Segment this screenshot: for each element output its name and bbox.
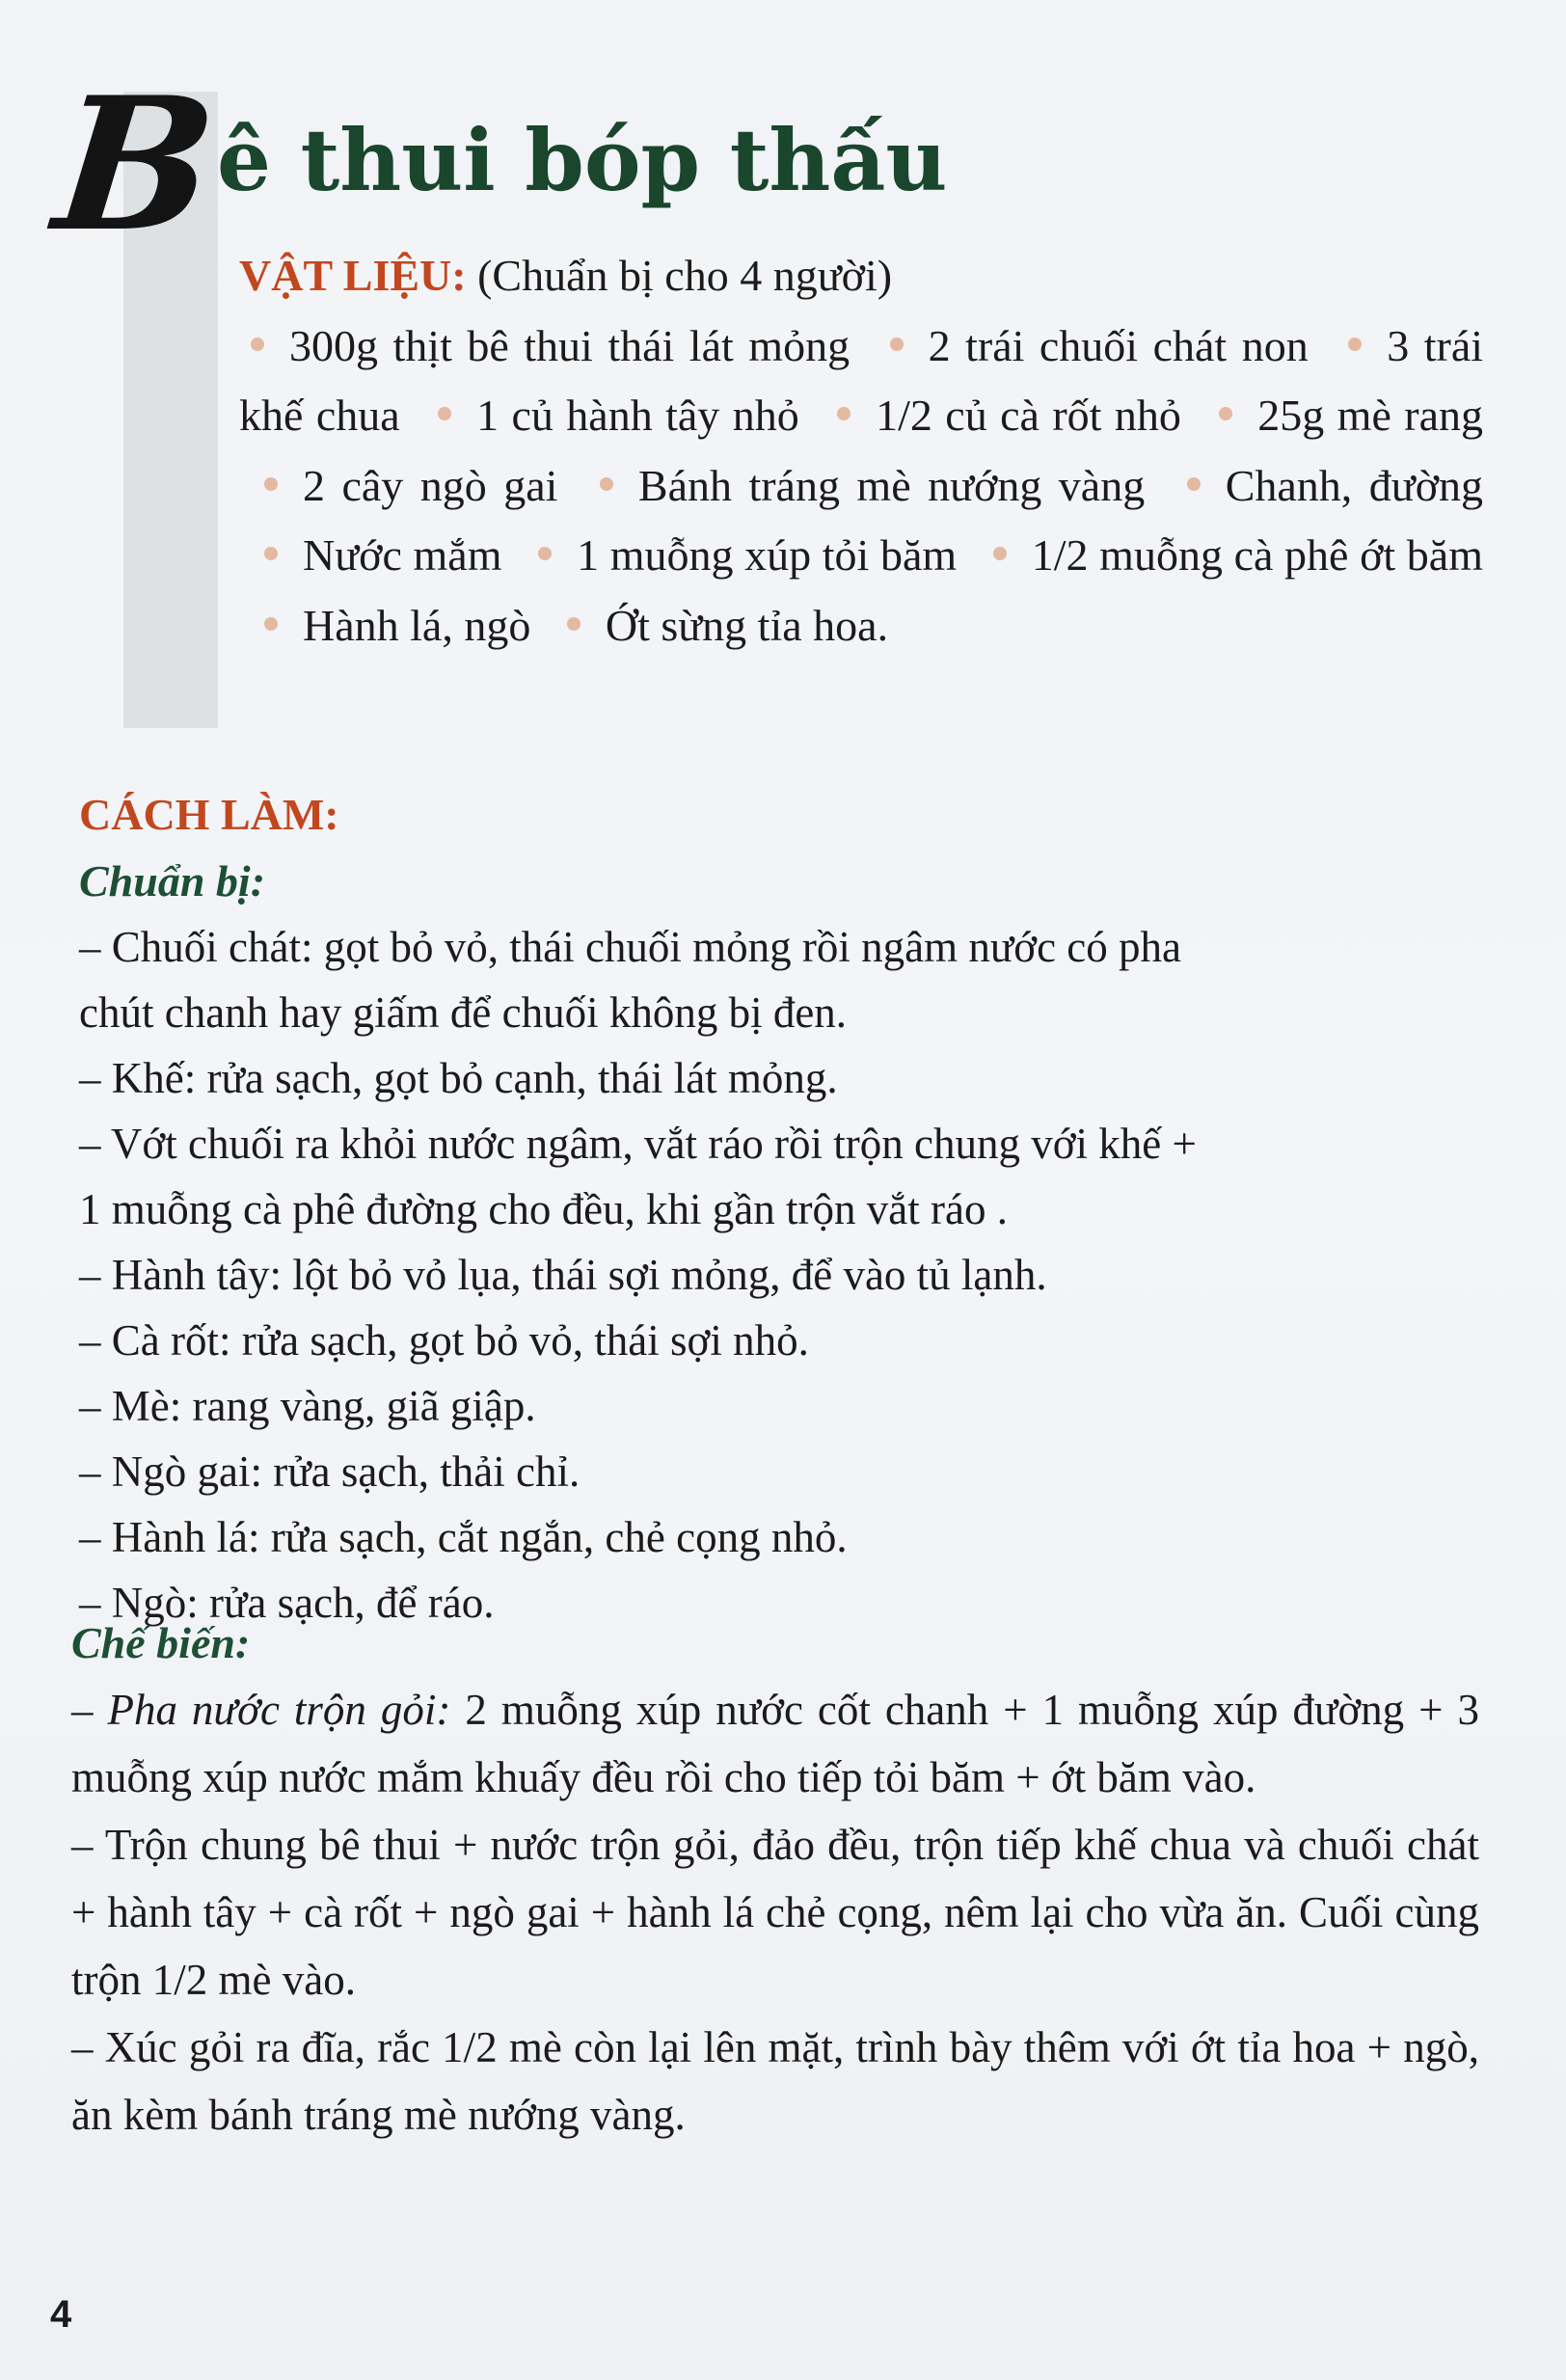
prep-steps <box>79 914 1479 1636</box>
ingredient-item: 1 muỗng xúp tỏi băm <box>577 530 958 580</box>
ingredient-item: 300g thịt bê thui thái lát mỏng <box>289 320 850 370</box>
ingredient-item: 2 trái chuối chát non <box>928 320 1309 370</box>
prep-step-line: – Ngò: rửa sạch, để ráo. <box>79 1579 495 1627</box>
bullet-dot-icon <box>251 338 264 351</box>
process-steps <box>71 1676 1479 2149</box>
prep-step-line: – Hành tây: lột bỏ vỏ lụa, thái sợi mỏng, để vào tủ lạnh. <box>79 1251 1047 1299</box>
process-step-text: – Trộn chung bê thui + nước trộn gỏi, đảo đều, trộn tiếp khế chua và chuối chát + hành tây + cà rốt + ngò gai + hành lá chẻ cọng, nêm lại cho vừa ăn. Cuối cùng trộn 1/2 mè vào. <box>71 1821 1479 2004</box>
ingredient-item: 3 trái khế chua <box>239 320 1484 440</box>
prep-heading: Chuẩn bị: <box>79 856 266 906</box>
bullet-dot-icon <box>993 547 1007 560</box>
page-number: 4 <box>50 2293 72 2336</box>
bullet-dot-icon <box>438 407 451 420</box>
materials-heading: VẬT LIỆU: <box>239 251 467 300</box>
prep-step-line: – Mè: rang vàng, giã giập. <box>79 1382 536 1430</box>
process-step-label: – Pha nước trộn gỏi: <box>71 1686 451 1734</box>
title-text: ê thui bóp thấu <box>217 110 948 210</box>
title-drop-cap: B <box>46 57 225 272</box>
ingredient-item: 1/2 củ cà rốt nhỏ <box>876 391 1181 440</box>
ingredient-item: 25g mè rang <box>1257 391 1484 440</box>
prep-step-line: – Ngò gai: rửa sạch, thải chỉ. <box>79 1447 580 1496</box>
ingredient-item: 1 củ hành tây nhỏ <box>476 391 799 440</box>
process-step-text: – Xúc gỏi ra đĩa, rắc 1/2 mè còn lại lên mặt, trình bày thêm với ớt tỉa hoa + ngò, ăn kèm bánh tráng mè nướng vàng. <box>71 2023 1479 2139</box>
prep-step-line: – Hành lá: rửa sạch, cắt ngắn, chẻ cọng nhỏ. <box>79 1513 848 1561</box>
prep-step-line: – Chuối chát: gọt bỏ vỏ, thái chuối mỏng rồi ngâm nước có pha <box>79 923 1181 971</box>
prep-step-line: – Cà rốt: rửa sạch, gọt bỏ vỏ, thái sợi nhỏ. <box>79 1316 809 1365</box>
serving-note: (Chuẩn bị cho 4 người) <box>477 251 893 300</box>
ingredient-item: Hành lá, ngò <box>303 600 531 650</box>
prep-step-line: – Khế: rửa sạch, gọt bỏ cạnh, thái lát mỏng. <box>79 1054 838 1102</box>
materials-section <box>239 241 1483 661</box>
process-step <box>71 2014 1479 2149</box>
bullet-dot-icon <box>264 547 278 560</box>
prep-step-line: – Vớt chuối ra khỏi nước ngâm, vắt ráo rồi trộn chung với khế + <box>79 1120 1197 1168</box>
bullet-dot-icon <box>837 407 850 420</box>
bullet-dot-icon <box>264 617 278 631</box>
bullet-dot-icon <box>567 617 580 631</box>
ingredient-list <box>239 311 1483 662</box>
prep-step-line: 1 muỗng cà phê đường cho đều, khi gần trộn vắt ráo . <box>79 1185 1008 1233</box>
process-step <box>71 1676 1479 1811</box>
bullet-dot-icon <box>890 338 904 351</box>
ingredient-item: Bánh tráng mè nướng vàng <box>637 460 1146 510</box>
method-section <box>79 781 1479 1636</box>
process-step-text: 2 muỗng xúp nước cốt chanh + 1 muỗng xúp đường + 3 muỗng xúp nước mắm khuấy đều rồi cho tiếp tỏi băm + ớt băm vào. <box>71 1686 1479 1801</box>
process-heading: Chế biến: <box>71 1618 251 1667</box>
ingredient-item: 2 cây ngò gai <box>303 460 558 510</box>
ingredient-item: Chanh, đường <box>1225 460 1484 510</box>
bullet-dot-icon <box>538 547 552 560</box>
bullet-dot-icon <box>600 477 613 491</box>
process-section <box>71 1610 1479 2149</box>
process-step <box>71 1811 1479 2014</box>
prep-step-line: chút chanh hay giấm để chuối không bị đen. <box>79 988 848 1037</box>
ingredient-item: Nước mắm <box>303 530 502 580</box>
bullet-dot-icon <box>264 477 278 491</box>
bullet-dot-icon <box>1219 407 1232 420</box>
recipe-title <box>46 57 948 272</box>
bullet-dot-icon <box>1348 338 1362 351</box>
materials-header-line <box>239 241 1483 311</box>
ingredient-item: Ớt sừng tỉa hoa. <box>605 600 889 650</box>
ingredient-item: 1/2 muỗng cà phê ớt băm <box>1031 530 1484 580</box>
method-heading: CÁCH LÀM: <box>79 790 339 839</box>
bullet-dot-icon <box>1187 477 1201 491</box>
